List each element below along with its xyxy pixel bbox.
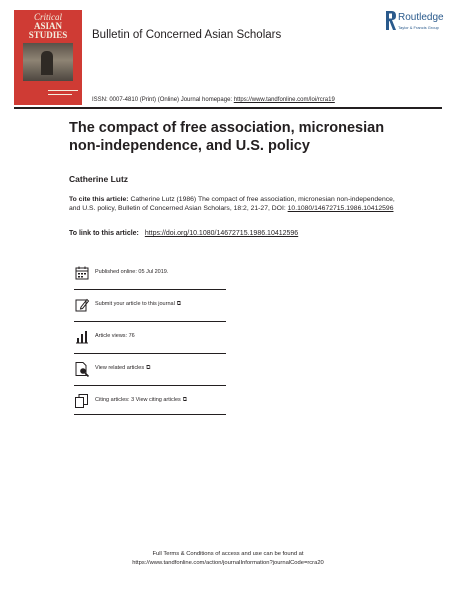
article-views-text: Article views: 76 xyxy=(95,333,135,339)
cover-photo xyxy=(23,43,73,81)
journal-title: Bulletin of Concerned Asian Scholars xyxy=(92,29,282,41)
citation-block xyxy=(69,195,399,213)
issn-text: ISSN: 0007-4810 (Print) (Online) Journal homepage: xyxy=(92,97,233,103)
cover-footer-line xyxy=(48,94,72,95)
article-views-item xyxy=(74,326,226,348)
submit-article-icon xyxy=(74,297,90,313)
cover-footer-line xyxy=(48,90,78,91)
terms-footer-url[interactable]: https://www.tandfonline.com/action/journalInformation?journalCode=rcra20 xyxy=(132,560,324,566)
external-link-icon: ⧉ xyxy=(182,397,188,403)
article-author: Catherine Lutz xyxy=(69,174,129,184)
citation-doi-link[interactable]: 10.1080/14672715.1986.10412596 xyxy=(287,205,394,212)
item-divider xyxy=(74,385,226,386)
view-related-icon xyxy=(74,361,90,377)
citation-label: To cite this article: xyxy=(69,196,129,203)
cover-title-line-1: Critical xyxy=(33,12,62,22)
submit-article-item[interactable] xyxy=(74,294,226,316)
cover-title-line-3: STUDIES xyxy=(28,30,68,40)
publisher-name: Routledge xyxy=(398,12,444,23)
journal-cover-thumbnail xyxy=(14,10,82,105)
article-link-label: To link to this article: xyxy=(69,230,139,237)
bar-chart-icon xyxy=(74,329,90,345)
external-link-icon: ⧉ xyxy=(146,365,151,371)
citing-articles-link[interactable] xyxy=(95,397,187,404)
header-divider xyxy=(14,107,442,109)
published-online-item xyxy=(74,262,226,284)
terms-footer-text: Full Terms & Conditions of access and use can be found at xyxy=(152,551,304,557)
article-title: The compact of free association, micronesian non-independence, and U.S. policy xyxy=(69,120,385,154)
routledge-logo-icon xyxy=(385,10,397,32)
item-divider xyxy=(74,321,226,322)
calendar-icon xyxy=(74,265,90,281)
external-link-icon: ⧉ xyxy=(176,301,182,307)
terms-footer xyxy=(0,550,456,568)
related-articles-item[interactable] xyxy=(74,358,226,380)
journal-homepage-link[interactable]: https://www.tandfonline.com/loi/rcra19 xyxy=(233,97,335,103)
citation-text: Catherine Lutz (1986) The compact of free association, micronesian non-independence, and U.S. policy, Bulletin of Concerned Asian Scholars, 18:2, 21-27, DOI: xyxy=(69,196,395,212)
citing-articles-item[interactable] xyxy=(74,390,226,412)
published-online-text: Published online: 05 Jul 2019. xyxy=(95,269,169,275)
submit-article-text: Submit your article to this journal xyxy=(95,301,175,307)
item-divider xyxy=(74,353,226,354)
article-doi-url[interactable]: https://doi.org/10.1080/14672715.1986.10412596 xyxy=(144,230,299,237)
related-articles-link[interactable] xyxy=(95,365,150,372)
cover-title-line-2: ASIAN xyxy=(33,21,62,31)
issn-line xyxy=(92,97,335,103)
item-divider xyxy=(74,414,226,415)
related-articles-text: View related articles xyxy=(95,365,145,371)
submit-article-link[interactable] xyxy=(95,301,181,308)
citing-articles-icon xyxy=(74,393,90,409)
citing-articles-text: Citing articles: 3 View citing articles xyxy=(95,397,181,403)
article-link-row xyxy=(69,230,298,237)
item-divider xyxy=(74,289,226,290)
publisher-tagline: Taylor & Francis Group xyxy=(398,25,439,30)
publisher-logo xyxy=(385,10,449,40)
